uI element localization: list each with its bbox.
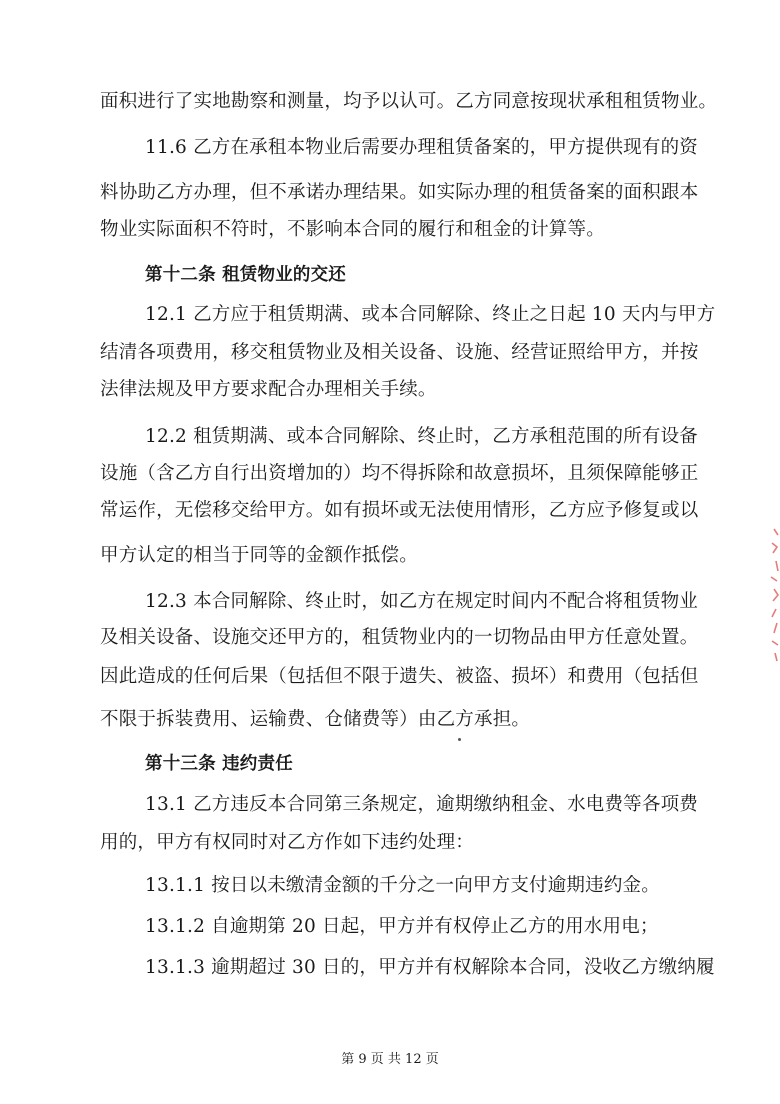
section-heading-12: 第十二条 租赁物业的交还 [145,265,346,285]
scan-speck [458,738,461,741]
page-footer: 第 9 页 共 12 页 [341,1052,439,1067]
text-line-7: 结清各项费用，移交租赁物业及相关设备、设施、经营证照给甲方，并按 [100,342,699,363]
text-line-18: 13.1 乙方违反本合同第三条规定，逾期缴纳租金、水电费等各项费 [145,794,698,815]
text-line-19: 用的，甲方有权同时对乙方作如下违约处理： [100,832,475,853]
text-line-4: 物业实际面积不符时，不影响本合同的履行和租金的计算等。 [100,219,605,240]
text-line-15: 因此造成的任何后果（包括但不限于遗失、被盗、损坏）和费用（包括但 [100,666,699,687]
text-line-21: 13.1.2 自逾期第 20 日起，甲方并有权停止乙方的用水用电； [145,916,659,937]
text-line-3: 料协助乙方办理，但不承诺办理结果。如实际办理的租赁备案的面积跟本 [100,182,699,203]
section-heading-13: 第十三条 违约责任 [145,754,293,774]
text-line-20: 13.1.1 按日以未缴清金额的千分之一向甲方支付逾期违约金。 [145,875,660,896]
text-line-11: 常运作，无偿移交给甲方。如有损坏或无法使用情形，乙方应予修复或以 [100,500,699,521]
text-line-22: 13.1.3 逾期超过 30 日的，甲方并有权解除本合同，没收乙方缴纳履 [145,957,715,978]
seal-edge-mark [764,525,780,665]
text-line-6: 12.1 乙方应于租赁期满、或本合同解除、终止之日起 10 天内与甲方 [145,304,716,325]
text-line-16: 不限于拆装费用、运输费、仓储费等）由乙方承担。 [100,709,531,730]
text-line-12: 甲方认定的相当于同等的金额作抵偿。 [100,545,418,566]
text-line-13: 12.3 本合同解除、终止时，如乙方在规定时间内不配合将租赁物业 [145,591,698,612]
text-line-1: 面积进行了实地勘察和测量，均予以认可。乙方同意按现状承租租赁物业。 [100,91,718,112]
text-line-10: 设施（含乙方自行出资增加的）均不得拆除和故意损坏，且须保障能够正 [100,463,699,484]
text-line-2: 11.6 乙方在承租本物业后需要办理租赁备案的，甲方提供现有的资 [145,137,698,158]
text-line-14: 及相关设备、设施交还甲方的，租赁物业内的一切物品由甲方任意处置。 [100,627,699,648]
text-line-8: 法律法规及甲方要求配合办理相关手续。 [100,379,437,400]
text-line-9: 12.2 租赁期满、或本合同解除、终止时，乙方承租范围的所有设备 [145,426,698,447]
